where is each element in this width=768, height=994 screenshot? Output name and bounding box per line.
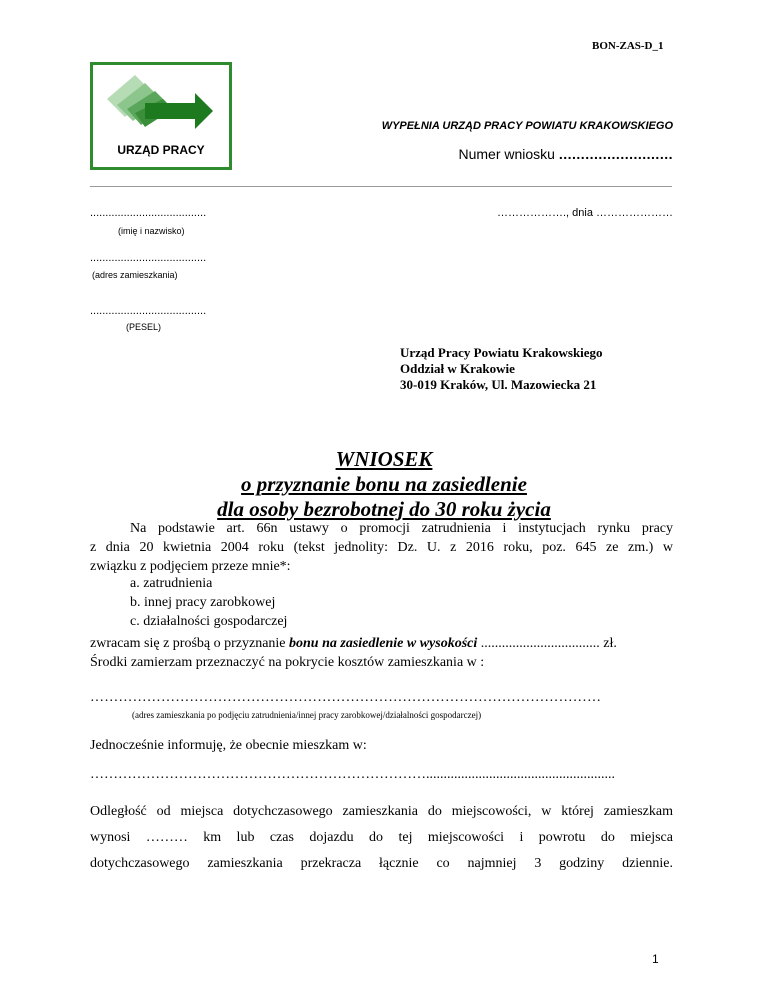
logo-label: URZĄD PRACY <box>117 143 205 157</box>
cost-purpose-line: Środki zamierzam przeznaczyć na pokrycie kosztów zamieszkania w : <box>90 655 485 670</box>
title-line-1: WNIOSEK <box>335 447 433 471</box>
amount-field[interactable]: .................................. zł. <box>477 636 617 651</box>
legal-basis-line-2: z dnia 20 kwietnia 2004 roku (tekst jednolity: Dz. U. z 2016 roku, poz. 645 ze zm.) w <box>90 540 673 555</box>
option-employment[interactable]: a. zatrudnienia <box>130 576 213 591</box>
pesel-caption: (PESEL) <box>126 322 162 332</box>
arrow-logo-icon <box>99 69 223 141</box>
office-street: 30-019 Kraków, Ul. Mazowiecka 21 <box>400 377 597 392</box>
title-line-2: o przyznanie bonu na zasiedlenie <box>241 472 527 496</box>
request-line <box>90 634 673 654</box>
title-line-3: dla osoby bezrobotnej do 30 roku życia <box>217 497 551 521</box>
document-code: BON-ZAS-D_1 <box>592 40 664 52</box>
request-bold-text: bonu na zasiedlenie w wysokości <box>289 636 478 651</box>
address-caption: (adres zamieszkania) <box>92 270 178 280</box>
name-field[interactable]: ...................................... <box>90 207 207 219</box>
option-other-work[interactable]: b. innej pracy zarobkowej <box>130 595 276 610</box>
distance-line-1: Odległość od miejsca dotychczasowego zamieszkania do miejscowości, w której zamieszkam <box>90 804 673 819</box>
header-divider <box>90 186 672 187</box>
application-number-field[interactable]: .......................... <box>558 146 673 162</box>
distance-line-3: dotychczasowego zamieszkania przekracza łącznie co najmniej 3 godziny dziennie. <box>90 856 673 871</box>
office-branch: Oddział w Krakowie <box>400 361 515 376</box>
distance-line-2[interactable]: wynosi ……… km lub czas dojazdu do tej miejscowości i powrotu do miejsca <box>90 830 673 845</box>
pesel-field[interactable]: ...................................... <box>90 305 207 317</box>
current-address-label: Jednocześnie informuję, że obecnie mieszkam w: <box>90 738 367 753</box>
application-number-label: Numer wniosku <box>458 146 555 162</box>
new-address-caption: (adres zamieszkania po podjęciu zatrudnienia/innej pracy zarobkowej/działalności gospodarczej) <box>132 710 482 720</box>
legal-basis-line-1: Na podstawie art. 66n ustawy o promocji zatrudnienia i instytucjach rynku pracy <box>130 521 673 536</box>
office-address <box>400 345 603 393</box>
urzad-pracy-logo <box>90 62 232 170</box>
application-number <box>458 146 673 162</box>
request-text: zwracam się z prośbą o przyznanie <box>90 636 290 651</box>
address-field[interactable]: ...................................... <box>90 252 207 264</box>
office-name: Urząd Pracy Powiatu Krakowskiego <box>400 345 603 360</box>
option-business[interactable]: c. działalności gospodarczej <box>130 614 288 629</box>
new-address-field[interactable]: ……………………………………………………………………………………………… <box>90 690 602 705</box>
form-title <box>0 447 768 522</box>
office-use-heading: WYPEŁNIA URZĄD PRACY POWIATU KRAKOWSKIEGO <box>381 120 673 132</box>
name-caption: (imię i nazwisko) <box>118 226 185 236</box>
legal-basis-line-3: związku z podjęciem przeze mnie*: <box>90 559 291 574</box>
page-number: 1 <box>652 952 659 966</box>
current-address-field[interactable]: ………………………………………………………………...................................................... <box>90 767 615 782</box>
place-date-field[interactable]: ………………., dnia ………………… <box>496 207 673 219</box>
